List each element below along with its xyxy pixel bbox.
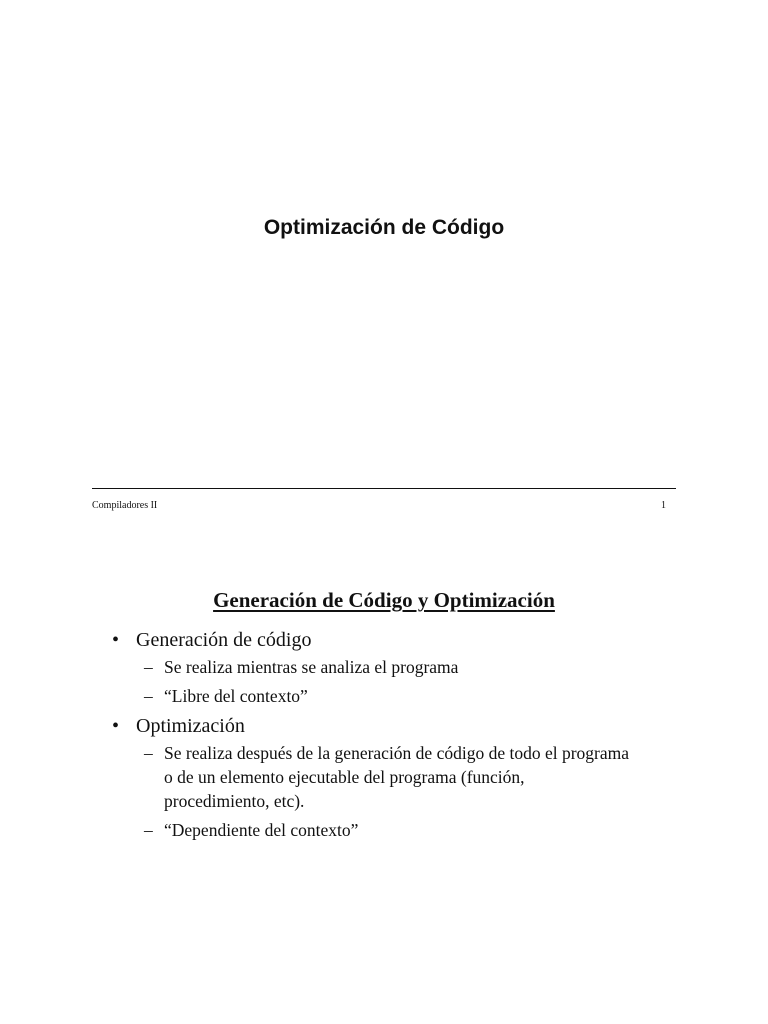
bullet-item-generacion (112, 628, 632, 708)
sub-item-text: “Dependiente del contexto” (164, 820, 359, 840)
dash-marker: – (144, 820, 153, 840)
sub-item-text: Se realiza después de la generación de código de todo el programa o de un elemento ejecutable del programa (función, procedimiento, etc). (164, 743, 630, 811)
sub-item-text: Se realiza mientras se analiza el programa (164, 657, 459, 677)
footer-page-number: 1 (661, 500, 666, 511)
bullet-list (112, 628, 632, 848)
dash-marker: – (144, 743, 153, 763)
slide-2-title: Generación de Código y Optimización (213, 588, 555, 612)
sub-list (136, 655, 632, 708)
sub-item (136, 741, 632, 813)
slide-divider (92, 488, 676, 489)
bullet-item-optimizacion (112, 714, 632, 842)
slide-1-title: Optimización de Código (263, 216, 505, 239)
sub-item-text: “Libre del contexto” (164, 686, 308, 706)
bullet-text: Generación de código (136, 629, 312, 651)
sub-item (136, 655, 632, 679)
sub-item (136, 818, 632, 842)
bullet-marker: • (112, 715, 120, 737)
sub-list (136, 741, 632, 842)
bullet-text: Optimización (136, 715, 245, 737)
sub-item (136, 684, 632, 708)
dash-marker: – (144, 686, 153, 706)
dash-marker: – (144, 657, 153, 677)
footer-course-name: Compiladores II (92, 500, 158, 511)
bullet-marker: • (112, 629, 120, 651)
